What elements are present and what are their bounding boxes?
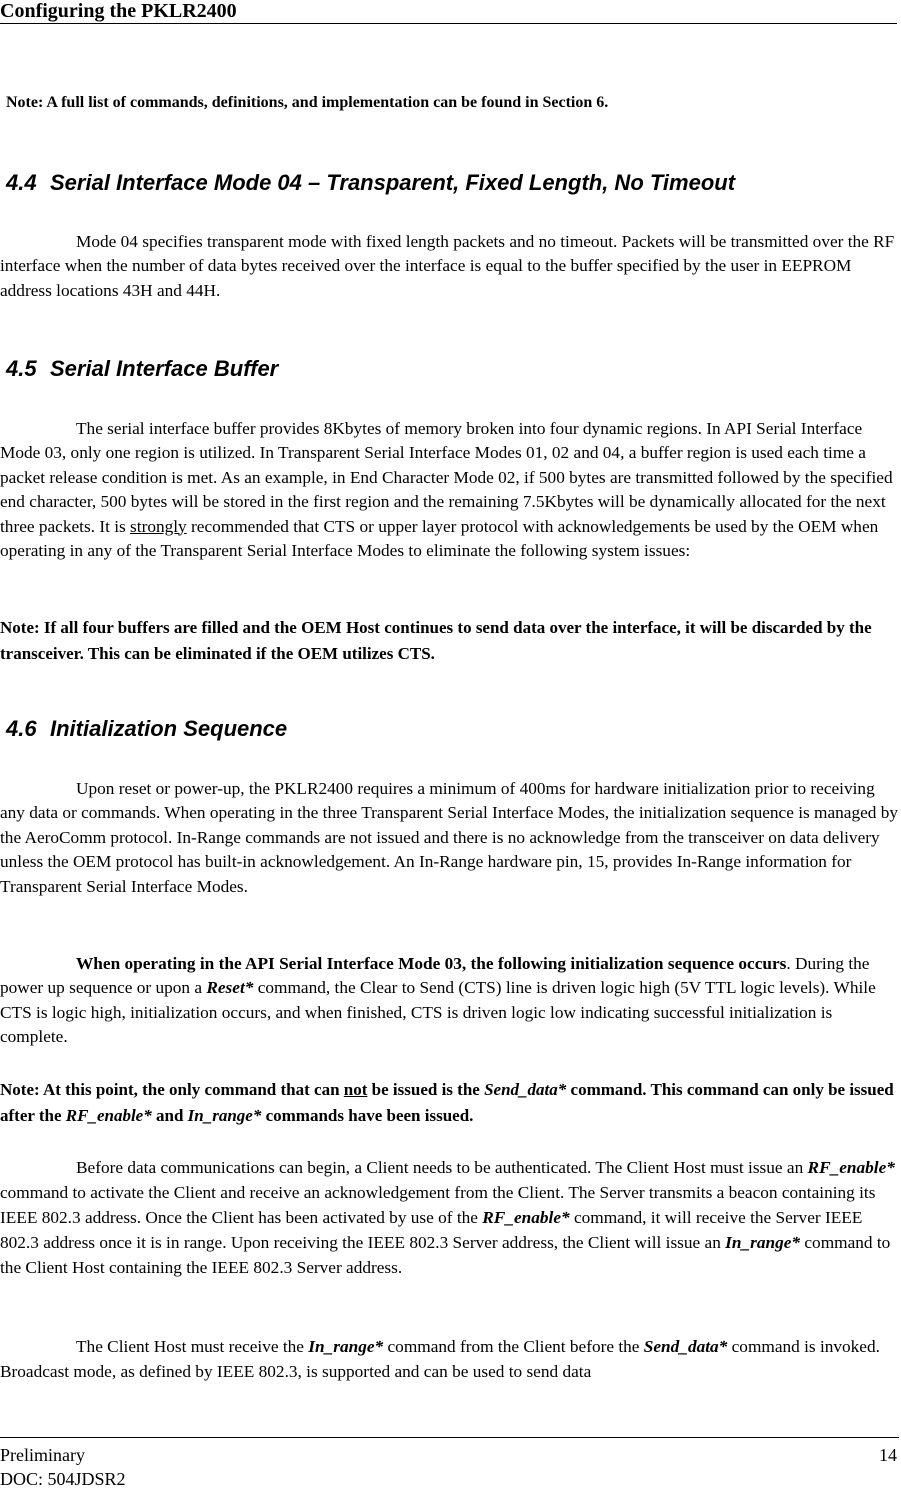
- paragraph-mode-04: Mode 04 specifies transparent mode with fixed length packets and no timeout. Packets will be transmitted over the RF interface when the number of data bytes received over the interface is equal to the buffer specified by the user in EEPROM address locations 43H and 44H.: [0, 232, 895, 300]
- send-data-command: Send_data*: [484, 1080, 567, 1099]
- rf-enable-command: RF_enable*: [65, 1106, 152, 1125]
- footer-divider: [0, 1437, 899, 1438]
- paragraph-serial-buffer: The serial interface buffer provides 8Kbytes of memory broken into four dynamic regions. In API Serial Interface Mode 03, only one region is utilized. In Transparent Serial Interface Modes 01, 02 and 04, a buffer region is used each time a packet release condition is met. As an example, in End Character Mode 02, if 500 bytes are transmitted followed by the specified end character, 500 bytes will be stored in the first region and the remaining 7.5Kbytes will be dynamically allocated for the next three packets. It is strongly recommended that CTS or upper layer protocol with acknowledgements be used by the OEM when operating in any of the Transparent Serial Interface Modes to eliminate the following system issues:: [0, 419, 893, 561]
- reset-command: Reset*: [206, 978, 254, 998]
- send-data-note: Note: At this point, the only command that can not be issued is the Send_data* command. This command can only be issued after the RF_enable* and In_range* commands have been issued.: [0, 1080, 894, 1125]
- heading-number: 4.4: [6, 170, 37, 195]
- heading-4-6: [6, 716, 287, 742]
- paragraph-init-reset: Upon reset or power-up, the PKLR2400 requires a minimum of 400ms for hardware initialization prior to receiving any data or commands. When operating in the three Transparent Serial Interface Modes, the initialization sequence is managed by the AeroComm protocol. In-Range commands are not issued and there is no acknowledge from the transceiver on data delivery unless the OEM protocol has built-in acknowledgement. An In-Range hardware pin, 15, provides In-Range information for Transparent Serial Interface Modes.: [0, 779, 899, 896]
- paragraph-broadcast: The Client Host must receive the In_range* command from the Client before the Send_data* command is invoked. Broadcast mode, as defined by IEEE 802.3, is supported and can be used to send data: [0, 1337, 880, 1381]
- footer-status: Preliminary: [0, 1445, 85, 1465]
- footer-doc-number: DOC: 504JDSR2: [0, 1469, 126, 1489]
- page-header-title: Configuring the PKLR2400: [0, 0, 897, 24]
- send-data-command: Send_data*: [643, 1337, 728, 1356]
- strongly-underlined: strongly: [130, 516, 187, 536]
- buffer-overflow-note: Note: If all four buffers are filled and the OEM Host continues to send data over the interface, it will be discarded by the transceiver. This can be eliminated if the OEM utilizes CTS.: [0, 618, 872, 663]
- heading-4-5: [6, 356, 278, 382]
- heading-title: Serial Interface Mode 04 – Transparent, Fixed Length, No Timeout: [50, 170, 736, 195]
- heading-title: Initialization Sequence: [50, 716, 288, 741]
- rf-enable-command: RF_enable*: [482, 1208, 570, 1227]
- page-number: 14: [879, 1445, 897, 1465]
- paragraph-authentication: Before data communications can begin, a Client needs to be authenticated. The Client Host must issue an RF_enable* command to activate the Client and receive an acknowledgement from the Client. The Server transmits a beacon containing its IEEE 802.3 address. Once the Client has been activated by use of the RF_enable* command, it will receive the Server IEEE 802.3 address once it is in range. Upon receiving the IEEE 802.3 Server address, the Client will issue an In_range* command to the Client Host containing the IEEE 802.3 Server address.: [0, 1158, 895, 1277]
- paragraph-api-mode-init: When operating in the API Serial Interface Mode 03, the following initialization sequence occurs. During the power up sequence or upon a Reset* command, the Clear to Send (CTS) line is driven logic high (5V TTL logic levels). While CTS is logic high, initialization occurs, and when finished, CTS is driven logic low indicating successful initialization is complete.: [0, 954, 876, 1047]
- in-range-command: In_range*: [725, 1233, 801, 1252]
- in-range-command: In_range*: [187, 1106, 262, 1125]
- footer-left: [0, 1443, 126, 1491]
- in-range-command: In_range*: [308, 1337, 384, 1356]
- section-reference-note: Note: A full list of commands, definitions, and implementation can be found in Section 6.: [6, 94, 609, 111]
- heading-number: 4.5: [6, 356, 37, 381]
- heading-title: Serial Interface Buffer: [50, 356, 279, 381]
- heading-number: 4.6: [6, 716, 37, 741]
- heading-4-4: [6, 170, 735, 196]
- rf-enable-command: RF_enable*: [807, 1158, 895, 1177]
